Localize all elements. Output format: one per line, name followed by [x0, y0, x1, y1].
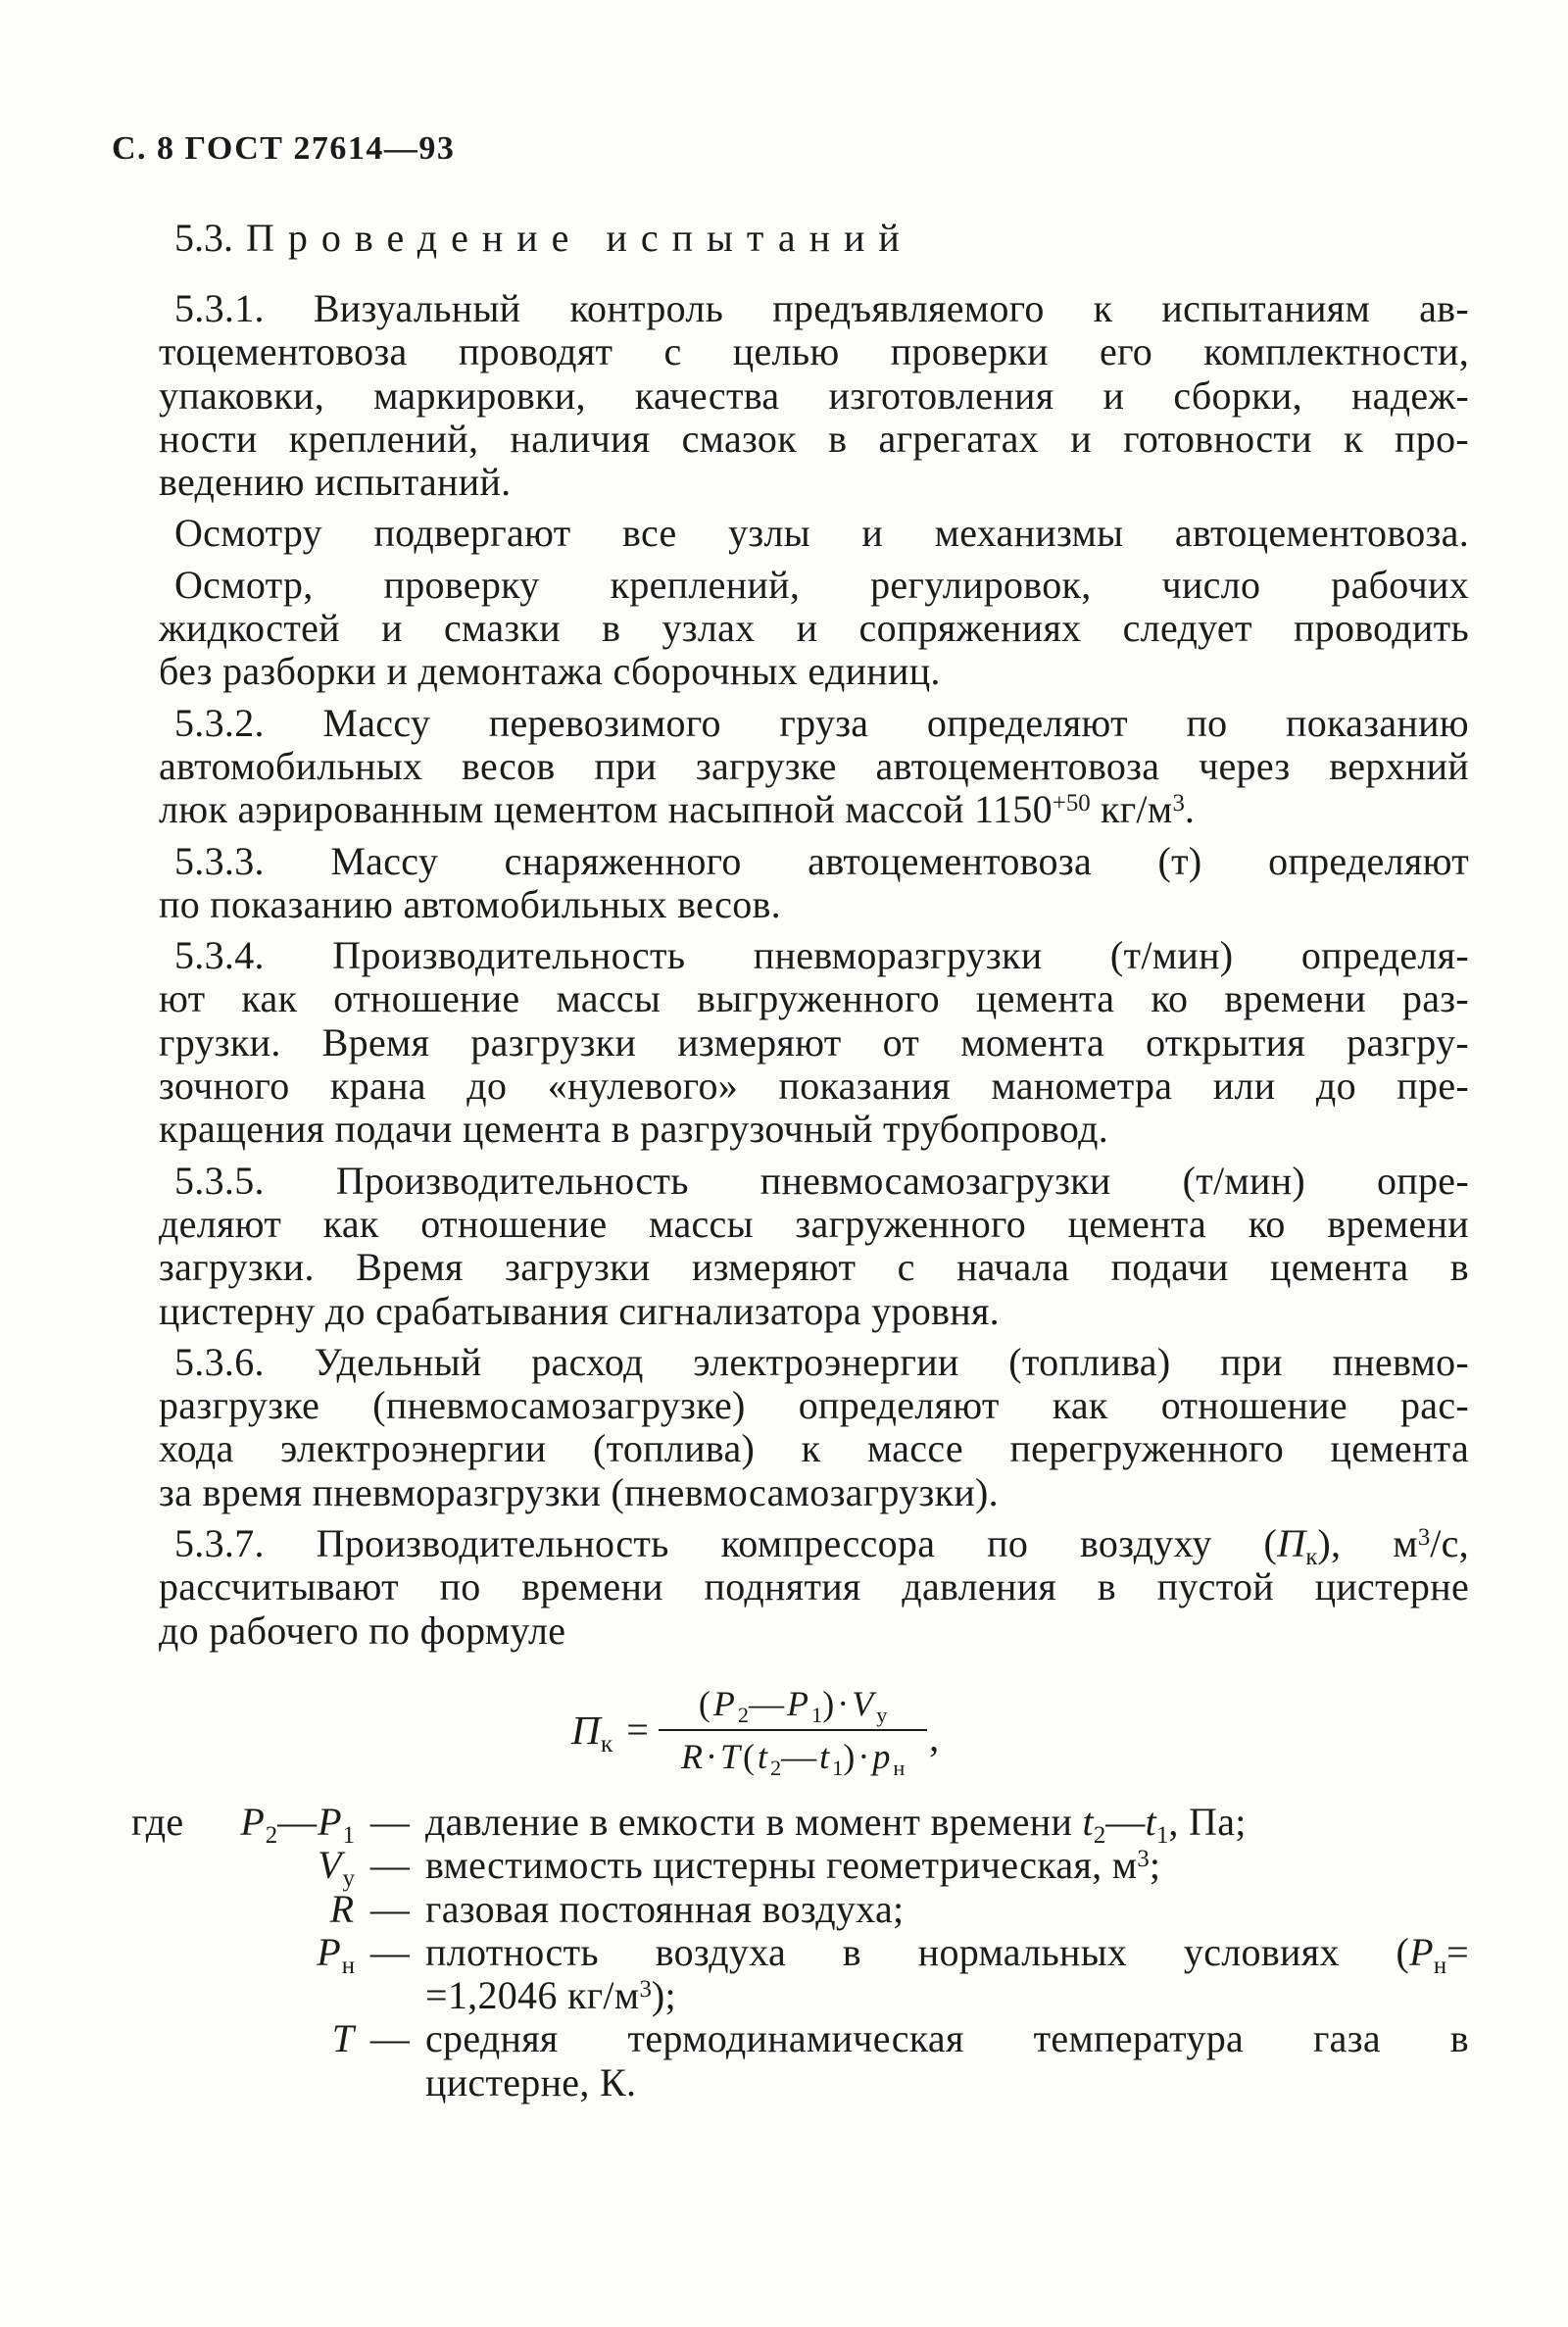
text-line	[159, 1021, 1469, 1064]
definition-dash: —	[369, 1843, 411, 1888]
text-line	[159, 1341, 1469, 1384]
subscript: 2	[265, 1821, 278, 1849]
italic-symbol: p	[872, 1736, 894, 1776]
text-run: 5.3.4. Производительность пневморазгрузки (т/мин) определя-	[174, 933, 1469, 978]
definition-dash: —	[369, 1929, 411, 1974]
definition-symbol	[131, 1929, 355, 1979]
italic-symbol: P	[318, 1799, 343, 1844]
text-run: ности креплений, наличия смазок в агрегатах и готовности к про-	[159, 416, 1469, 461]
paragraph	[159, 1522, 1469, 1653]
text-line	[159, 702, 1469, 745]
text-run: ), м	[1317, 1521, 1418, 1566]
text-run: плотность воздуха в нормальных условиях (	[425, 1929, 1410, 1974]
definition-dash: —	[369, 1799, 411, 1844]
text-run: грузки. Время разгрузки измеряют от момента открытия разгру-	[159, 1019, 1469, 1064]
text-run: 5.3.5. Производительность пневмосамозагрузки (т/мин) опре-	[174, 1158, 1469, 1203]
text-line	[159, 1290, 1469, 1333]
text-line	[159, 1246, 1469, 1289]
text-line	[425, 1929, 1469, 1979]
text-line	[159, 1064, 1469, 1108]
text-run: ;	[1149, 1843, 1161, 1888]
symbol	[332, 2017, 355, 2060]
subscript: 2	[1093, 1821, 1106, 1849]
formula-trailing-comma: ,	[929, 1714, 940, 1759]
subscript: н	[341, 1952, 355, 1979]
text-run: деляют как отношение массы загруженного цемента ко времени	[159, 1201, 1469, 1246]
section-heading	[174, 217, 913, 260]
text-line	[159, 418, 1469, 461]
definition-dash: —	[369, 2016, 411, 2061]
italic-symbol: П	[571, 1707, 601, 1753]
text-run: /с,	[1430, 1521, 1469, 1566]
text-run: по показанию автомобильных весов.	[159, 881, 781, 926]
text-line	[159, 607, 1469, 650]
text-run: кращения подачи цемента в разгрузочный трубопровод.	[159, 1107, 1109, 1152]
text-run: хода электроэнергии (топлива) к массе перегруженного цемента	[159, 1426, 1469, 1471]
text-run: цистерну до срабатывания сигнализатора уровня.	[159, 1288, 1000, 1333]
text-run: =1,2046 кг/м	[425, 1973, 640, 2018]
text-run: упаковки, маркировки, качества изготовления и сборки, надеж-	[159, 372, 1469, 418]
text-line	[159, 1565, 1469, 1609]
italic-symbol: P	[317, 1929, 342, 1974]
subscript: н	[893, 1756, 906, 1781]
subscript: 1	[811, 1703, 823, 1728]
text-run: )·	[822, 1683, 853, 1723]
text-run: 5.3.2. Массу перевозимого груза определяют по показанию	[174, 700, 1469, 745]
text-line	[159, 1203, 1469, 1246]
subscript: 2	[737, 1703, 750, 1728]
definition-row	[131, 2017, 1469, 2104]
paragraph	[159, 934, 1469, 1151]
subscript: 1	[832, 1756, 844, 1781]
italic-symbol: T	[719, 1736, 743, 1776]
text-run: ·	[705, 1736, 720, 1776]
italic-symbol: t	[1082, 1799, 1094, 1844]
symbol	[240, 1799, 355, 1849]
paragraph	[159, 1341, 1469, 1514]
text-line	[159, 564, 1469, 607]
definition-text	[425, 2017, 1469, 2104]
text-run: (	[698, 1683, 713, 1723]
superscript: 3	[639, 1975, 652, 2003]
fraction-bar	[659, 1729, 927, 1731]
definition-symbol	[131, 1888, 355, 1931]
superscript: 3	[1137, 1845, 1150, 1872]
text-run: );	[651, 1973, 676, 2018]
subscript: к	[1305, 1543, 1318, 1570]
formula-denominator	[680, 1736, 906, 1781]
text-line	[159, 1108, 1469, 1151]
text-run: загрузки. Время загрузки измеряют с начала подачи цемента в	[159, 1245, 1469, 1290]
text-run: до рабочего по формуле	[159, 1608, 566, 1653]
body-text	[131, 286, 1469, 2104]
text-run: —	[1105, 1799, 1146, 1844]
text-run: 5.3.1. Визуальный контроль предъявляемого к испытаниям ав-	[174, 286, 1469, 330]
text-run: кг/м	[1090, 787, 1173, 832]
definition-symbol	[131, 1799, 355, 1849]
italic-symbol: P	[240, 1799, 266, 1844]
definition-row	[131, 1888, 1469, 1931]
text-run: люк аэрированным цементом насыпной массой 1150	[159, 787, 1053, 832]
text-line	[159, 1609, 1469, 1653]
paragraph	[159, 1160, 1469, 1333]
superscript: +50	[1052, 789, 1091, 817]
definition-symbol	[131, 1843, 355, 1893]
text-run: (	[743, 1736, 758, 1776]
text-run: разгрузке (пневмосамозагрузке) определяют как отношение рас-	[159, 1383, 1469, 1428]
italic-symbol: P	[787, 1683, 812, 1723]
text-run: —	[749, 1683, 788, 1723]
text-line	[159, 934, 1469, 977]
text-run: давление в емкости в момент времени	[425, 1799, 1083, 1844]
text-run: , Па;	[1168, 1799, 1247, 1844]
definition-text	[425, 1931, 1469, 2018]
page-header: С. 8 ГОСТ 27614—93	[112, 130, 456, 167]
text-run: —	[277, 1799, 318, 1844]
text-line	[425, 1799, 1469, 1849]
text-line	[425, 2061, 1469, 2104]
text-run: —	[781, 1736, 820, 1776]
superscript: 3	[1172, 789, 1185, 817]
text-run: Осмотр, проверку креплений, регулировок, число рабочих	[174, 562, 1469, 607]
section-title: Проведение испытаний	[246, 216, 913, 260]
paragraph	[159, 564, 1469, 694]
formula	[159, 1653, 1469, 1801]
text-run: Осмотру подвергают все узлы и механизмы автоцементовоза.	[174, 511, 1469, 556]
text-run: за время пневморазгрузки (пневмосамозагрузки).	[159, 1469, 999, 1514]
text-run: ют как отношение массы выгруженного цемента ко времени раз-	[159, 976, 1469, 1021]
text-run: тоцементовоза проводят с целью проверки его комплектности,	[159, 329, 1469, 374]
paragraph	[159, 287, 1469, 504]
italic-symbol: П	[1277, 1521, 1306, 1566]
symbol-definitions	[131, 1801, 1469, 2104]
text-line	[159, 745, 1469, 788]
formula-lhs	[571, 1707, 613, 1758]
text-line	[425, 1888, 1469, 1931]
text-line	[159, 650, 1469, 693]
subscript: 1	[342, 1821, 355, 1849]
symbol	[330, 1888, 355, 1931]
paragraph	[159, 840, 1469, 927]
subscript: у	[342, 1865, 355, 1893]
text-line	[159, 1384, 1469, 1427]
text-run: вместимость цистерны геометрическая, м	[425, 1843, 1138, 1888]
text-run: средняя термодинамическая температура газа в	[425, 2016, 1469, 2061]
italic-symbol: R	[680, 1736, 706, 1776]
italic-symbol: P	[712, 1683, 738, 1723]
text-line	[159, 461, 1469, 504]
text-line	[159, 883, 1469, 926]
text-line	[159, 1160, 1469, 1203]
symbol	[318, 1843, 355, 1893]
text-run: .	[1184, 787, 1196, 832]
definition-text	[425, 1799, 1469, 1849]
text-run: рассчитывают по времени поднятия давления в пустой цистерне	[159, 1564, 1469, 1609]
definition-row	[131, 1931, 1469, 2018]
italic-symbol: t	[1145, 1799, 1157, 1844]
italic-symbol: T	[331, 2016, 355, 2061]
text-line	[159, 330, 1469, 373]
text-run: 5.3.6. Удельный расход электроэнергии (топлива) при пневмо-	[174, 1339, 1469, 1384]
definition-text	[425, 1844, 1469, 1887]
text-run: цистерне, К.	[425, 2059, 637, 2104]
formula-equals: =	[626, 1707, 650, 1752]
subscript: 1	[1156, 1821, 1169, 1849]
definition-row	[131, 1799, 1469, 1849]
subscript: у	[876, 1703, 888, 1728]
definition-symbol	[131, 2017, 355, 2060]
text-line	[159, 1427, 1469, 1470]
text-line	[425, 1844, 1469, 1887]
text-run: 5.3.3. Массу снаряженного автоцементовоза (т) определяют	[174, 838, 1469, 883]
text-line	[425, 1974, 1469, 2017]
paragraph	[159, 512, 1469, 555]
italic-symbol: R	[329, 1886, 355, 1931]
text-line	[425, 2017, 1469, 2060]
definition-row	[131, 1843, 1469, 1893]
text-run: без разборки и демонтажа сборочных единиц.	[159, 649, 941, 694]
italic-symbol: t	[758, 1736, 771, 1776]
subscript: к	[600, 1729, 613, 1758]
text-run: автомобильных весов при загрузке автоцементовоза через верхний	[159, 743, 1469, 788]
text-run: ведению испытаний.	[159, 460, 512, 505]
text-line	[159, 1471, 1469, 1514]
subscript: 2	[770, 1756, 782, 1781]
text-line	[159, 374, 1469, 418]
italic-symbol: V	[852, 1683, 877, 1723]
subscript: н	[1433, 1952, 1447, 1979]
superscript: 3	[1417, 1523, 1431, 1551]
formula-numerator	[698, 1683, 888, 1728]
symbol	[317, 1929, 355, 1979]
text-line	[159, 1521, 1469, 1570]
text-line	[159, 840, 1469, 883]
text-line	[159, 788, 1469, 831]
definition-dash: —	[369, 1886, 411, 1931]
italic-symbol: t	[819, 1736, 833, 1776]
text-run: )·	[843, 1736, 873, 1776]
paragraph	[159, 702, 1469, 832]
text-run: газовая постоянная воздуха;	[425, 1886, 905, 1931]
text-run: 5.3.7. Производительность компрессора по воздуху (	[174, 1521, 1278, 1566]
text-run: зочного крана до «нулевого» показания манометра или до пре-	[159, 1064, 1469, 1109]
formula-fraction	[659, 1683, 927, 1781]
text-run: жидкостей и смазки в узлах и сопряжениях следует проводить	[159, 606, 1469, 651]
text-line	[159, 512, 1469, 555]
text-line	[159, 287, 1469, 330]
where-word: где	[131, 1799, 184, 1844]
italic-symbol: P	[1409, 1929, 1434, 1974]
text-line	[159, 977, 1469, 1020]
text-run: =	[1446, 1929, 1469, 1974]
italic-symbol: V	[318, 1843, 343, 1888]
section-number: 5.3.	[174, 216, 233, 260]
definition-text	[425, 1888, 1469, 1931]
